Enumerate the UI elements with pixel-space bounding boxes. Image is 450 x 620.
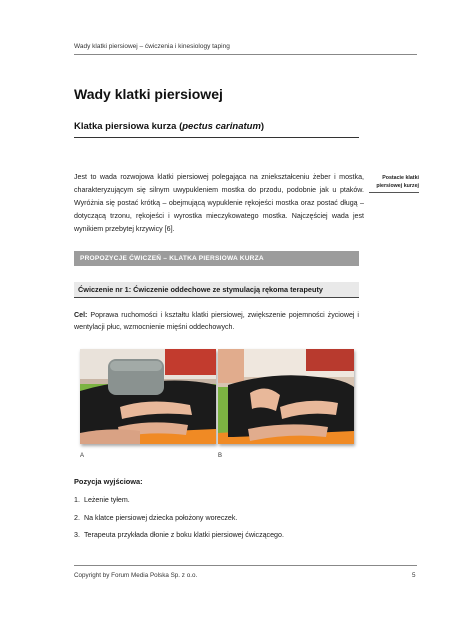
subtitle-main: Klatka piersiowa kurza ( [74, 121, 183, 132]
starting-position-list [74, 495, 359, 548]
section-banner: PROPOZYCJE ĆWICZEŃ – KLATKA PIERSIOWA KURZA [74, 251, 359, 266]
exercise-photo-a [80, 349, 216, 444]
step-number: 3. [74, 531, 80, 539]
exercise-title: Ćwiczenie nr 1: Ćwiczenie oddechowe ze stymulacją rękoma terapeuty [74, 282, 359, 298]
photo-a-illustration [80, 349, 216, 444]
exercise-goal [74, 309, 359, 333]
photo-label-b: B [218, 453, 223, 459]
page-title: Wady klatki piersiowej [74, 86, 223, 102]
step-text: Na klatce piersiowej dziecka położony woreczek. [84, 513, 238, 522]
intro-paragraph: Jest to wada rozwojowa klatki piersiowej polegająca na zniekształceniu żeber i mostka, charakteryzującym się silnym uwypukleniem mostka do przodu, podobnie jak u ptaków. Wyróżnia się postać krótką – obejmującą wypuklenie rękojeści mostka oraz postać długą – dotyczącą trzonu, rękojeści i wyrostka mieczykowatego mostka. Najczęściej wada jest wynikiem przebytej krzywicy [6]. [74, 173, 364, 233]
list-item [74, 530, 359, 548]
header-rule [74, 54, 417, 55]
subtitle-latin: pectus carinatum [182, 121, 261, 132]
running-header: Wady klatki piersiowej – ćwiczenia i kinesiology taping [74, 43, 230, 50]
margin-note: Postacie klatki piersiowej kurzej [376, 175, 419, 189]
photo-label-a: A [80, 453, 85, 459]
list-item [74, 495, 359, 513]
page-number: 5 [412, 572, 416, 579]
subtitle-close: ) [260, 121, 265, 132]
goal-text: Poprawa ruchomości i kształtu klatki piersiowej, zwiększenie pojemności życiowej i wentylacji płuc, wzmocnienie mięśni oddechowych. [74, 311, 359, 331]
list-item [74, 513, 359, 531]
step-text: Terapeuta przykłada dłonie z boku klatki piersiowej ćwiczącego. [84, 531, 284, 539]
section-subtitle [74, 121, 264, 132]
goal-label: Cel: [74, 311, 88, 319]
footer-rule [74, 565, 417, 566]
step-number: 2. [74, 513, 80, 522]
margin-note-rule [369, 192, 419, 193]
subtitle-rule [74, 137, 359, 138]
footer-copyright: Copyright by Forum Media Polska Sp. z o.o. [74, 572, 198, 579]
step-text: Leżenie tyłem. [84, 496, 130, 504]
photo-b-illustration [218, 349, 354, 444]
exercise-photo-b [218, 349, 354, 444]
starting-position-heading: Pozycja wyjściowa: [74, 477, 143, 486]
step-number: 1. [74, 496, 80, 504]
